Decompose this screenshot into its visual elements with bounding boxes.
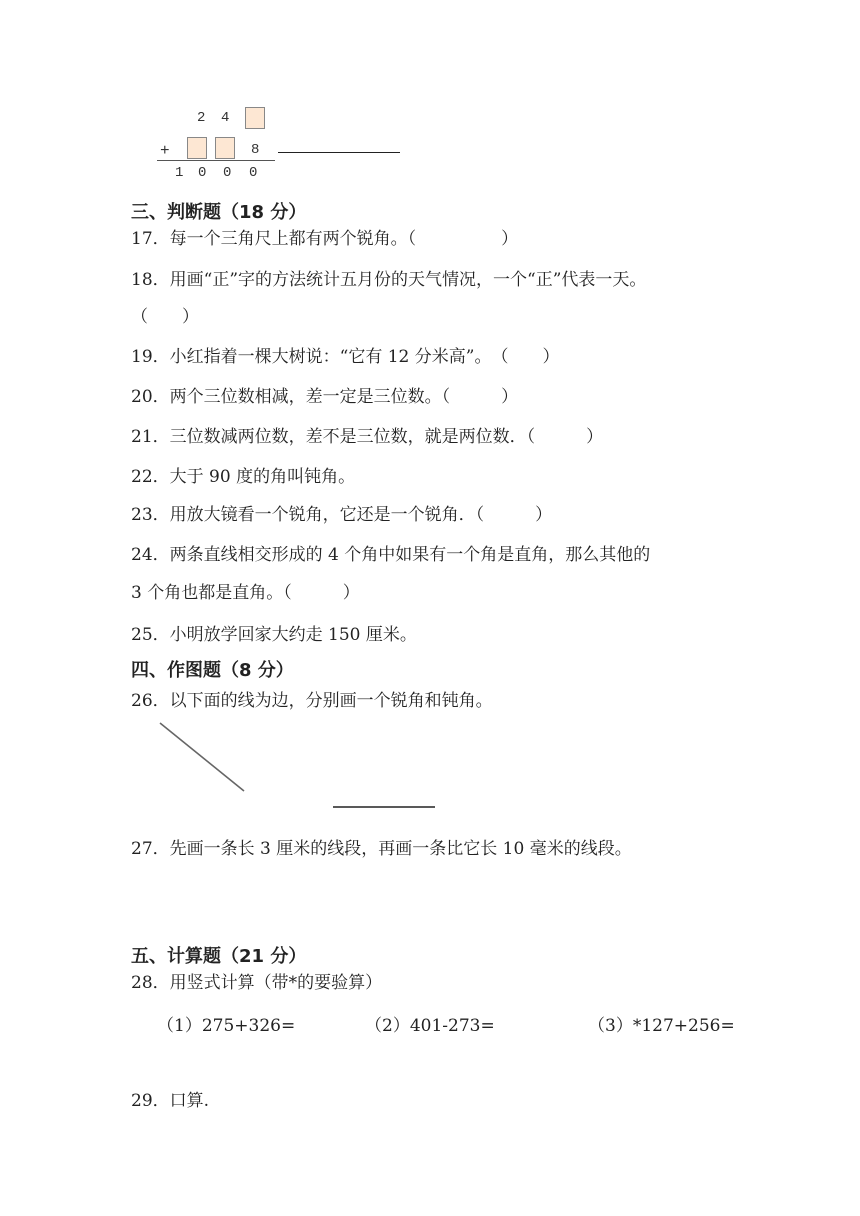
sum-line <box>157 160 275 161</box>
question-24: 24．两条直线相交形成的 4 个角中如果有一个角是直角，那么其他的 <box>131 545 651 565</box>
question-29: 29．口算. <box>131 1091 210 1111</box>
question-17: 17．每一个三角尺上都有两个锐角。（ ） <box>131 229 519 249</box>
question-19: 19．小红指着一棵大树说：“它有 12 分米高”。 （ ） <box>131 347 560 367</box>
question-18-blank: （ ） <box>131 307 199 327</box>
puzzle-digit: 4 <box>221 110 230 126</box>
puzzle-digit: 8 <box>251 142 260 158</box>
question-22: 22．大于 90 度的角叫钝角。 <box>131 467 356 487</box>
section-title: 三、判断题（18 分） <box>131 202 307 223</box>
question-26: 26．以下面的线为边，分别画一个锐角和钝角。 <box>131 691 493 711</box>
plus-sign: + <box>160 142 170 160</box>
question-18: 18．用画“正”字的方法统计五月份的天气情况，一个“正”代表一天。 <box>131 270 647 290</box>
question-27: 27．先画一条长 3 厘米的线段，再画一条比它长 10 毫米的线段。 <box>131 839 632 859</box>
result-digit: 0 <box>198 165 207 181</box>
answer-box[interactable] <box>215 137 235 159</box>
section-title: 五、计算题（21 分） <box>131 946 307 967</box>
diagonal-line-segment <box>160 723 244 791</box>
question-20: 20．两个三位数相减，差一定是三位数。（ ） <box>131 387 519 407</box>
question-21: 21．三位数减两位数，差不是三位数，就是两位数．（ ） <box>131 427 604 447</box>
calc-item-3: （3）*127+256= <box>588 1016 735 1036</box>
answer-blank-line[interactable] <box>278 152 400 153</box>
calc-item-1: （1）275+326= <box>157 1016 296 1036</box>
result-digit: 1 <box>175 165 184 181</box>
section-title: 四、作图题（8 分） <box>131 660 294 681</box>
drawing-lines <box>150 715 450 815</box>
calc-item-2: （2）401-273= <box>365 1016 495 1036</box>
result-digit: 0 <box>249 165 258 181</box>
puzzle-digit: 2 <box>197 110 206 126</box>
question-28: 28．用竖式计算（带*的要验算） <box>131 973 383 993</box>
question-25: 25．小明放学回家大约走 150 厘米。 <box>131 625 417 645</box>
question-24-cont: 3 个角也都是直角。（ ） <box>131 583 360 603</box>
answer-box[interactable] <box>187 137 207 159</box>
result-digit: 0 <box>223 165 232 181</box>
question-23: 23．用放大镜看一个锐角，它还是一个锐角．（ ） <box>131 505 553 525</box>
answer-box[interactable] <box>245 107 265 129</box>
